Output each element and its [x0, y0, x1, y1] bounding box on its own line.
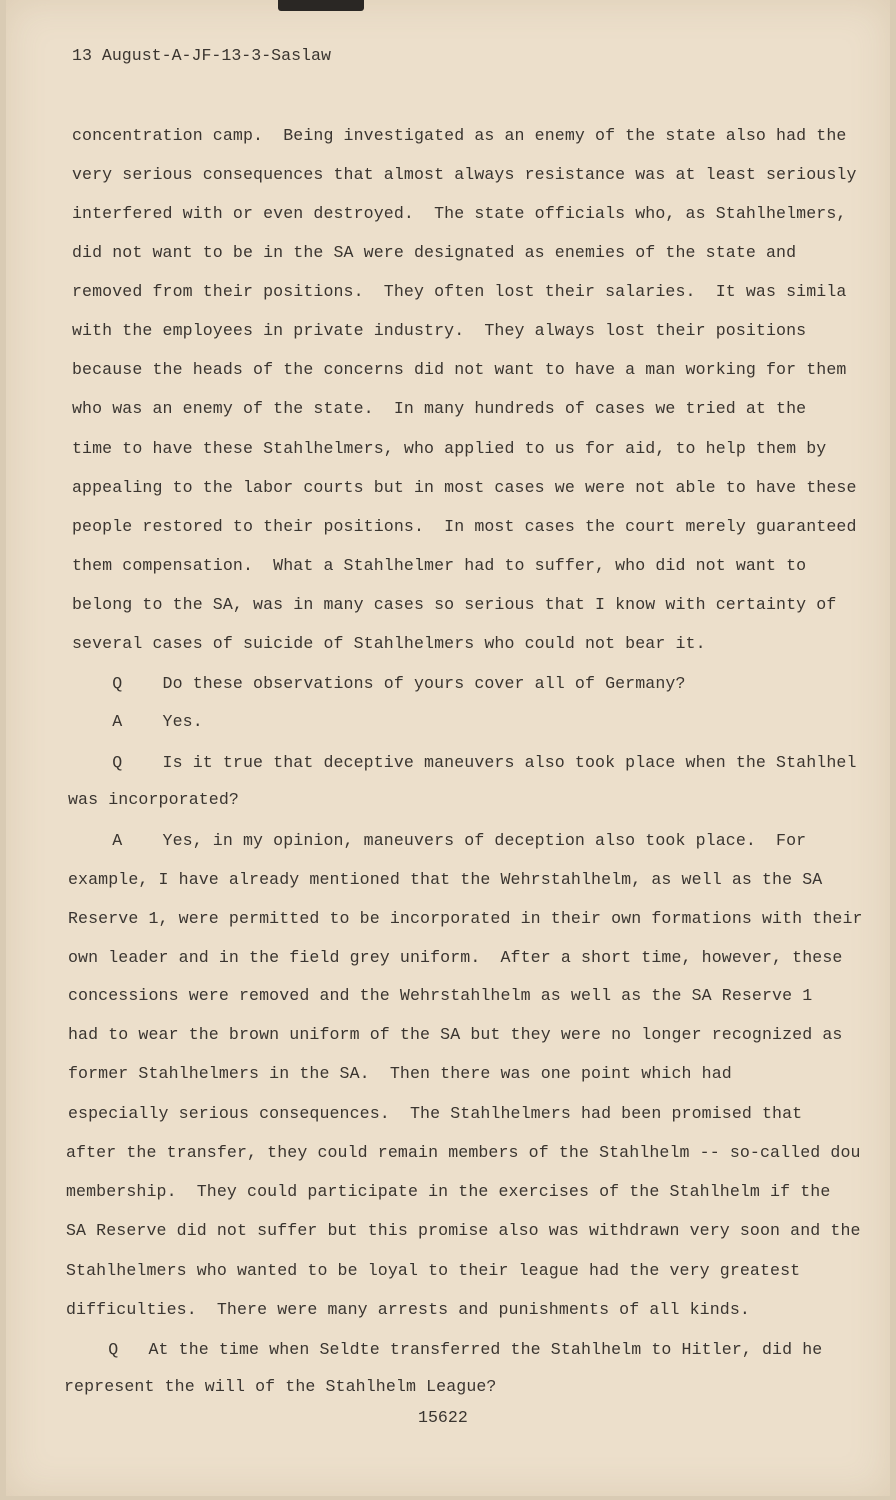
text-line: Stahlhelmers who wanted to be loyal to their league had the very greatest — [66, 1261, 801, 1280]
text-line: belong to the SA, was in many cases so serious that I know with certainty of — [72, 595, 837, 614]
document-page — [6, 0, 890, 1496]
text-line: time to have these Stahlhelmers, who applied to us for aid, to help them by — [72, 439, 827, 458]
text-line: because the heads of the concerns did not want to have a man working for them — [72, 360, 847, 379]
text-line: after the transfer, they could remain members of the Stahlhelm -- so-called dou — [66, 1143, 861, 1162]
text-line: SA Reserve did not suffer but this promise also was withdrawn very soon and the — [66, 1221, 861, 1240]
text-line: own leader and in the field grey uniform. After a short time, however, these — [68, 948, 843, 967]
question-line: Q Do these observations of yours cover all of Germany? — [72, 674, 686, 693]
text-line: membership. They could participate in the exercises of the Stahlhelm if the — [66, 1182, 831, 1201]
top-binding-tab — [278, 0, 364, 11]
text-line: difficulties. There were many arrests and punishments of all kinds. — [66, 1300, 750, 1319]
text-line: concentration camp. Being investigated as an enemy of the state also had the — [72, 126, 847, 145]
text-line: had to wear the brown uniform of the SA but they were no longer recognized as — [68, 1025, 843, 1044]
text-line: interfered with or even destroyed. The state officials who, as Stahlhelmers, — [72, 204, 847, 223]
text-line: several cases of suicide of Stahlhelmers who could not bear it. — [72, 634, 706, 653]
text-line: with the employees in private industry. They always lost their positions — [72, 321, 807, 340]
question-line: Q Is it true that deceptive maneuvers also took place when the Stahlhel — [72, 753, 857, 772]
question-line: Q At the time when Seldte transferred the Stahlhelm to Hitler, did he — [68, 1340, 823, 1359]
text-line: former Stahlhelmers in the SA. Then there was one point which had — [68, 1064, 732, 1083]
text-line: represent the will of the Stahlhelm League? — [64, 1377, 497, 1396]
text-line: example, I have already mentioned that the Wehrstahlhelm, as well as the SA — [68, 870, 823, 889]
text-line: them compensation. What a Stahlhelmer had to suffer, who did not want to — [72, 556, 807, 575]
text-line: especially serious consequences. The Stahlhelmers had been promised that — [68, 1104, 803, 1123]
text-line: people restored to their positions. In most cases the court merely guaranteed — [72, 517, 857, 536]
document-header: 13 August-A-JF-13-3-Saslaw — [72, 46, 331, 65]
text-line: very serious consequences that almost always resistance was at least seriously — [72, 165, 857, 184]
text-line: removed from their positions. They often lost their salaries. It was simila — [72, 282, 847, 301]
text-line: concessions were removed and the Wehrstahlhelm as well as the SA Reserve 1 — [68, 986, 813, 1005]
text-line: did not want to be in the SA were designated as enemies of the state and — [72, 243, 797, 262]
text-line: appealing to the labor courts but in most cases we were not able to have these — [72, 478, 857, 497]
answer-line: A Yes. — [72, 712, 203, 731]
text-line: was incorporated? — [68, 790, 239, 809]
text-line: who was an enemy of the state. In many hundreds of cases we tried at the — [72, 399, 807, 418]
page-number: 15622 — [418, 1408, 468, 1427]
text-line: Reserve 1, were permitted to be incorporated in their own formations with their — [68, 909, 863, 928]
answer-line: A Yes, in my opinion, maneuvers of deception also took place. For — [72, 831, 807, 850]
